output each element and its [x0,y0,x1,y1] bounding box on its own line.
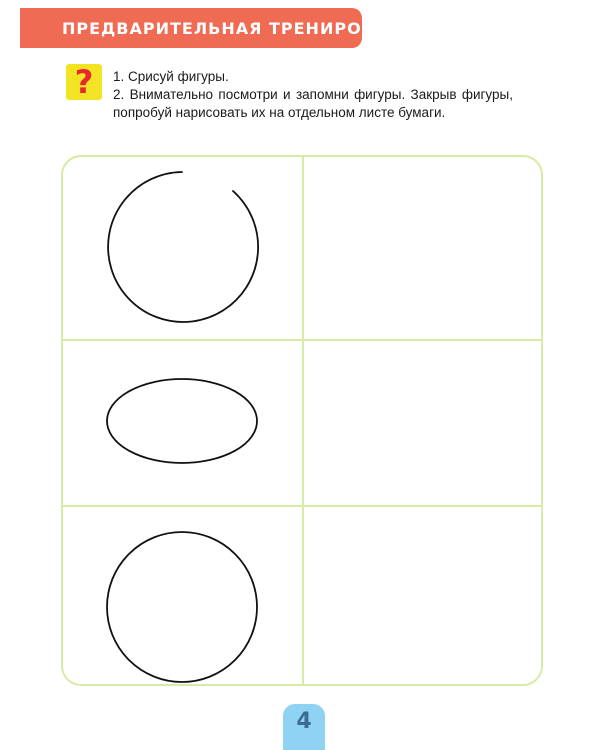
task-instructions [113,68,513,122]
grid-row-divider-2 [62,505,542,507]
instruction-step-2: 2. Внимательно посмотри и запомни фигуры. Закрыв фигуры, попробуй нарисовать их на отдельном листе бумаги. [113,87,513,120]
open-circle-shape [100,165,265,330]
page-number: 4 [296,709,312,734]
banner-title: ПРЕДВАРИТЕЛЬНАЯ ТРЕНИРОВКА [62,18,403,38]
question-mark-icon [66,64,102,100]
instruction-step-1: 1. Срисуй фигуры. [113,69,229,84]
ellipse-shape [100,375,265,475]
circle-shape [100,525,265,690]
page-number-tab [283,704,325,750]
grid-row-divider-1 [62,339,542,341]
question-mark-glyph: ? [74,63,94,101]
grid-column-divider [302,156,304,686]
section-banner [20,8,403,48]
